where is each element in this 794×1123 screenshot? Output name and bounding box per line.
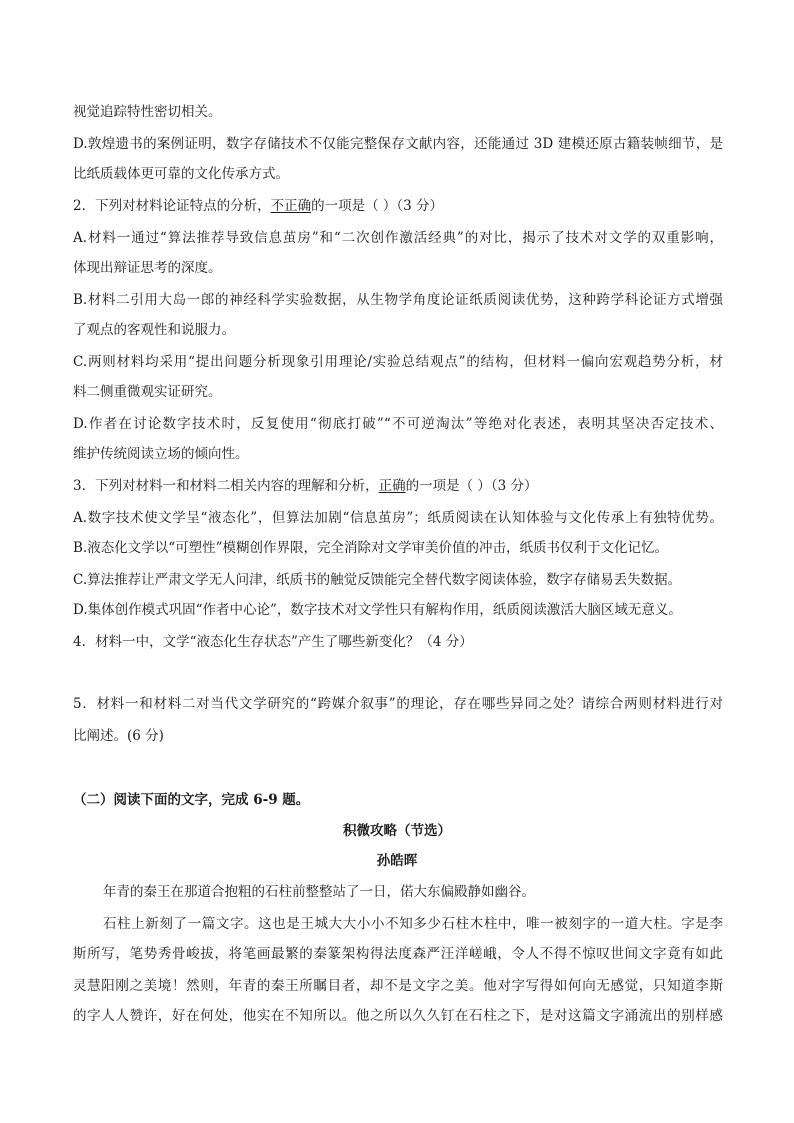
q2-stem-prefix: 2．下列对材料论证特点的分析， bbox=[73, 198, 271, 214]
q1-option-d-line2: 比纸质载体更可靠的文化传承方式。 bbox=[73, 166, 289, 182]
q2-option-b-line1: B.材料二引用大岛一郎的神经科学实验数据，从生物学角度论证纸质阅读优势，这种跨学科论证方式增强 bbox=[73, 292, 723, 308]
q3-stem bbox=[73, 478, 723, 494]
passage-paragraph-2-line3: 灵慧阳刚之美境！然则，年青的秦王所瞩目者，却不是文字之美。他对字写得如何向无感觉，只知道李斯 bbox=[73, 978, 723, 994]
q3-option-d: D.集体创作模式巩固“作者中心论”，数字技术对文学性只有解构作用，纸质阅读激活大脑区域无意义。 bbox=[73, 602, 682, 618]
q2-option-a-line1: A.材料一通过“算法推荐导致信息茧房”和“二次创作激活经典”的对比，揭示了技术对文学的双重影响， bbox=[73, 230, 723, 246]
q1-option-c-tail: 视觉追踪特性密切相关。 bbox=[73, 104, 222, 120]
q1-option-d-line1: D.敦煌遗书的案例证明，数字存储技术不仅能完整保存文献内容，还能通过 3D 建模还原古籍装帧细节，是 bbox=[73, 136, 723, 152]
q2-option-d-line1: D.作者在讨论数字技术时，反复使用“彻底打破”“不可逆淘汰”等绝对化表述，表明其坚决否定技术、 bbox=[73, 416, 723, 432]
q4-stem: 4．材料一中，文学“液态化生存状态”产生了哪些新变化？（4 分） bbox=[73, 634, 473, 650]
passage-paragraph-2-line1: 石柱上新刻了一篇文字。这也是王城大大小小不知多少石柱木柱中，唯一被刻字的一道大柱。字是李 bbox=[103, 916, 723, 932]
q3-option-c: C.算法推荐让严肃文学无人问津，纸质书的触觉反馈能完全替代数字阅读体验，数字存储易丢失数据。 bbox=[73, 572, 682, 588]
q2-option-b-line2: 了观点的客观性和说服力。 bbox=[73, 322, 235, 338]
q2-option-c-line1: C.两则材料均采用“提出问题分析现象引用理论/实验总结观点”的结构，但材料一偏向宏观趋势分析，材 bbox=[73, 354, 723, 370]
q2-option-d-line2: 维护传统阅读立场的倾向性。 bbox=[73, 446, 249, 462]
passage-paragraph-1: 年青的秦王在那道合抱粗的石柱前整整站了一日，偌大东偏殿静如幽谷。 bbox=[103, 884, 535, 900]
q3-option-a: A.数字技术使文学呈“液态化”，但算法加剧“信息茧房”；纸质阅读在认知体验与文化传承上有独特优势。 bbox=[73, 510, 723, 526]
q3-stem-suffix: 的一项是（ ）（3 分） bbox=[405, 478, 538, 494]
section-heading: （二）阅读下面的文字，完成 6-9 题。 bbox=[73, 792, 310, 808]
passage-title: 积微攻略（节选） bbox=[343, 823, 451, 839]
q5-stem-line1: 5．材料一和材料二对当代文学研究的“跨媒介叙事”的理论，存在哪些异同之处？请综合两则材料进行对 bbox=[73, 696, 723, 712]
q3-option-b: B.液态化文学以“可塑性”模糊创作界限，完全消除对文学审美价值的冲击，纸质书仅利于文化记忆。 bbox=[73, 540, 669, 556]
q2-stem-underlined: 不正确 bbox=[270, 198, 312, 214]
q2-option-a-line2: 体现出辩证思考的深度。 bbox=[73, 260, 222, 276]
q3-stem-underlined: 正确 bbox=[378, 478, 406, 494]
q2-stem bbox=[73, 198, 723, 214]
q3-stem-prefix: 3．下列对材料一和材料二相关内容的理解和分析， bbox=[73, 478, 379, 494]
passage-paragraph-2-line4: 的字人人赞许，好在何处，他实在不知所以。他之所以久久钉在石柱之下，是对这篇文字涌流出的别样感 bbox=[73, 1008, 723, 1024]
passage-author: 孙皓晖 bbox=[376, 853, 418, 869]
q2-option-c-line2: 料二侧重微观实证研究。 bbox=[73, 384, 222, 400]
q5-stem-line2: 比阐述。(6 分) bbox=[73, 728, 164, 744]
q2-stem-suffix: 的一项是（ ）（3 分） bbox=[311, 198, 444, 214]
passage-paragraph-2-line2: 斯所写，笔势秀骨峻拔，将笔画最繁的秦篆架构得法度森严汪洋嵯峨，令人不得不惊叹世间文字竟有如此 bbox=[73, 946, 723, 962]
